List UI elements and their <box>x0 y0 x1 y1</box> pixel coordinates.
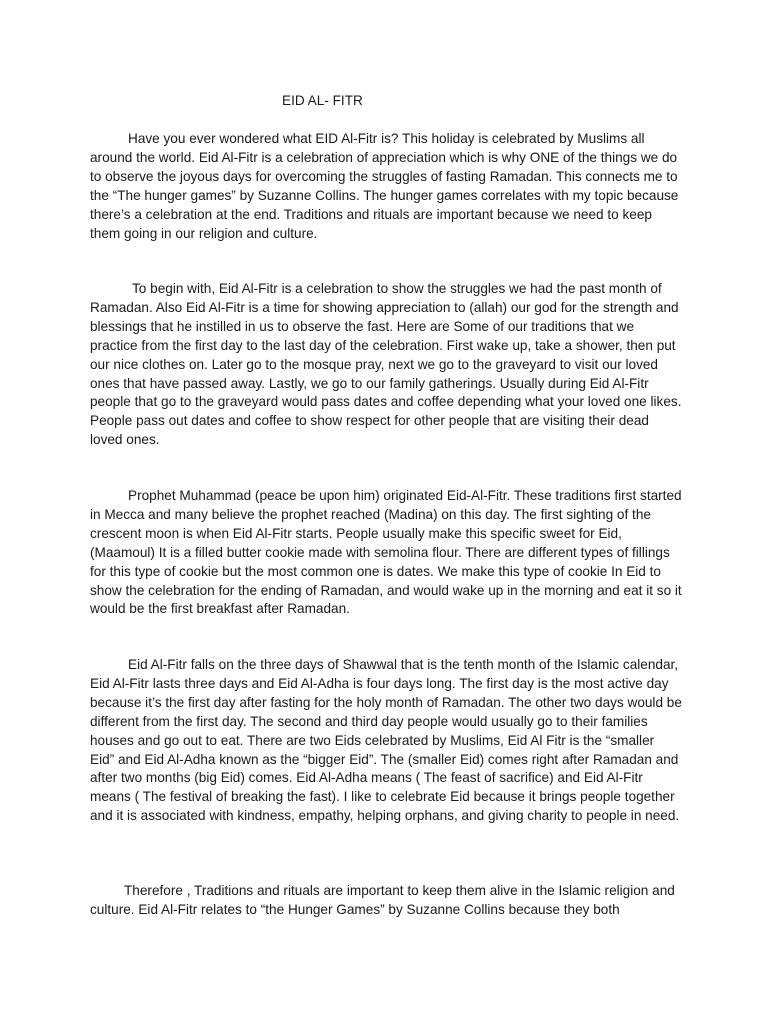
paragraph-introduction: Have you ever wondered what EID Al-Fitr is? This holiday is celebrated by Muslims all around the world. Eid Al-Fitr is a celebration of appreciation which is why ONE of the things we do to observe the joyous days for overcoming the struggles of fasting Ramadan. This connects me to the “The hunger games” by Suzanne Collins. The hunger games correlates with my topic because there’s a celebration at the end. Traditions and rituals are important because we need to keep them going in our religion and culture. <box>90 131 679 241</box>
paragraph-conclusion: Therefore , Traditions and rituals are important to keep them alive in the Islamic religion and culture. Eid Al-Fitr relates to “the Hunger Games” by Suzanne Collins because they both <box>90 883 675 917</box>
paragraph-origins: Prophet Muhammad (peace be upon him) originated Eid-Al-Fitr. These traditions first started in Mecca and many believe the prophet reached (Madina) on this day. The first sighting of the crescent moon is when Eid Al-Fitr starts. People usually make this specific sweet for Eid, (Maamoul) It is a filled butter cookie made with semolina flour. There are different types of fillings for this type of cookie but the most common one is dates. We make this type of cookie In Eid to show the celebration for the ending of Ramadan, and would wake up in the morning and eat it so it would be the first breakfast after Ramadan. <box>90 488 682 617</box>
document-title: EID AL- FITR <box>282 93 363 108</box>
paragraph-traditions: To begin with, Eid Al-Fitr is a celebration to show the struggles we had the past month of Ramadan. Also Eid Al-Fitr is a time for showing appreciation to (allah) our god for the strength and blessings that he instilled in us to observe the fast. Here are Some of our traditions that we practice from the first day to the last day of the celebration. First wake up, take a shower, then put our nice clothes on. Later go to the mosque pray, next we go to the graveyard to visit our loved ones that have passed away. Lastly, we go to our family gatherings. Usually during Eid Al-Fitr people that go to the graveyard would pass dates and coffee depending what your loved one likes. People pass out dates and coffee to show respect for other people that are visiting their dead loved ones. <box>90 281 682 448</box>
paragraph-timing: Eid Al-Fitr falls on the three days of Shawwal that is the tenth month of the Islamic calendar, Eid Al-Fitr lasts three days and Eid Al-Adha is four days long. The first day is the most active day because it’s the first day after fasting for the holy month of Ramadan. The other two days would be different from the first day. The second and third day people would usually go to their families houses and go out to eat. There are two Eids celebrated by Muslims, Eid Al Fitr is the “smaller Eid” and Eid Al-Adha known as the “bigger Eid”. The (smaller Eid) comes right after Ramadan and after two months (big Eid) comes. Eid Al-Adha means ( The feast of sacrifice) and Eid Al-Fitr means ( The festival of breaking the fast). I like to celebrate Eid because it brings people together and it is associated with kindness, empathy, helping orphans, and giving charity to people in need. <box>90 657 682 824</box>
